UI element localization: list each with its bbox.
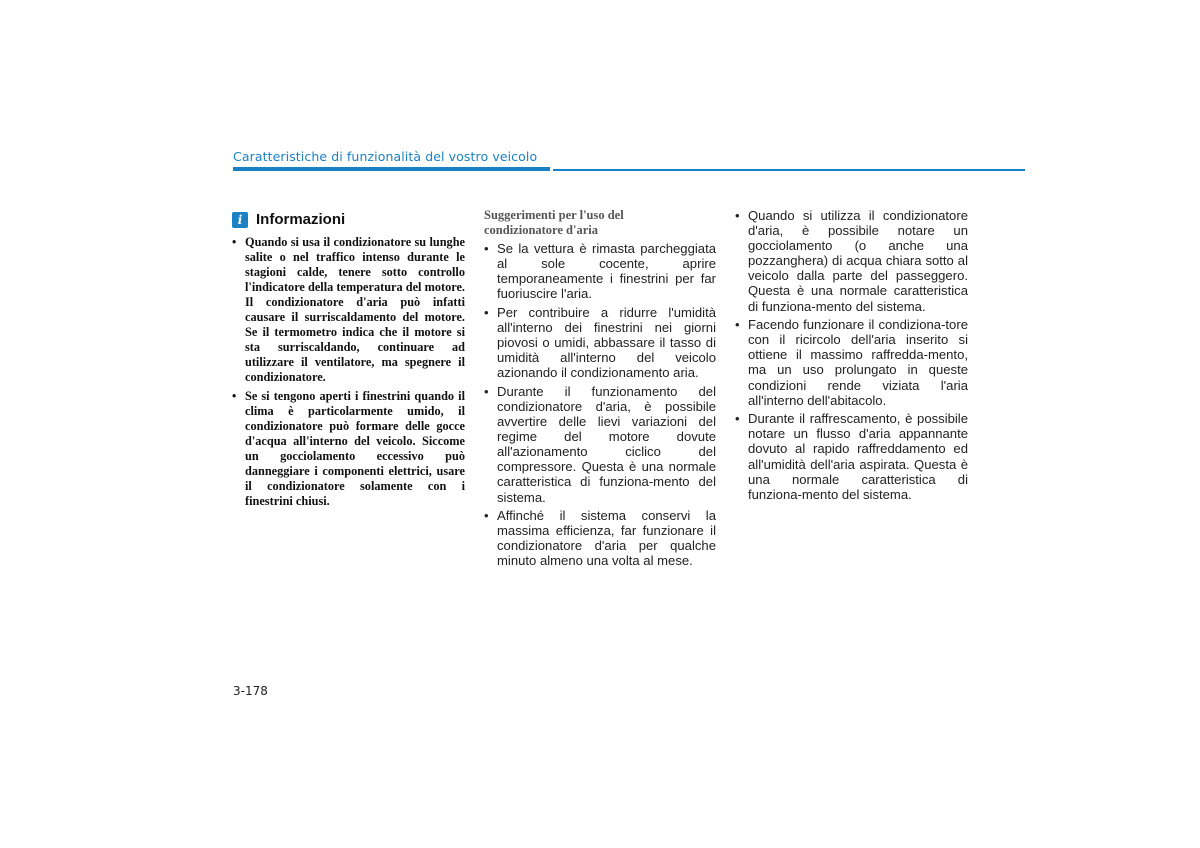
info-list [232,235,465,509]
list-item [735,208,968,314]
bullet: • [232,389,237,403]
tips-list-right [735,208,968,502]
list-item-text: Per contribuire a ridurre l'umidità all'interno dei finestrini nei giorni piovosi o umidi, abbassare il tasso di umidità all'interno del veicolo azionando il condizionamento aria. [497,304,716,381]
list-item-text: Facendo funzionare il condiziona-tore con il ricircolo dell'aria inserito si ottiene il massimo raffredda-mento, ma un uso prolungato in queste condizioni rende viziata l'aria all'interno dell'abitacolo. [748,317,968,408]
info-heading [232,211,465,228]
list-item [232,389,465,509]
list-item [735,317,968,408]
tips-column-left [484,208,716,572]
tips-heading: Suggerimenti per l'uso del condizionatore d'aria [484,208,624,237]
header-rule-thin [553,169,1025,171]
list-item [484,305,716,380]
bullet: • [735,208,740,223]
info-icon: i [232,212,248,228]
list-item [484,384,716,505]
list-item-text: Quando si utilizza il condizionatore d'aria, è possibile notare un gocciolamento (o anche una pozzanghera) di acqua chiara sotto al veicolo dalla parte del passeggero. Questa è una normale caratteristica di funziona-mento del sistema. [748,208,968,314]
bullet: • [735,411,740,427]
header-rule-thick [233,167,550,171]
bullet: • [484,304,489,320]
bullet: • [484,383,489,399]
list-item-text: Quando si usa il condizionatore su lunghe salite o nel traffico intenso durante le stagioni calde, tenere sotto controllo l'indicatore della temperatura del motore. Il condizionatore d'aria può infatti causare il surriscaldamento del motore. Se il termometro indica che il motore si sta surriscaldando, continuare ad utilizzare il ventilatore, ma spegnere il condizionatore. [245,235,465,384]
bullet: • [484,508,489,524]
list-item-text: Se si tengono aperti i finestrini quando il clima è particolarmente umido, il condizionatore può formare delle gocce d'acqua all'interno del veicolo. Siccome un gocciolamento eccessivo può danneggiare i componenti elettrici, usare il condizionatore solamente con i finestrini chiusi. [245,389,465,508]
bullet: • [735,317,740,333]
list-item-text: Durante il raffrescamento, è possibile notare un flusso d'aria appannante dovuto al rapido raffreddamento ed all'umidità dell'aria aspirata. Questa è una normale caratteristica di funziona-mento del sistema. [748,411,968,502]
info-title: Informazioni [256,211,346,228]
page-number: 3-178 [233,684,268,698]
tips-column-right [735,208,968,505]
tips-list-left [484,241,716,568]
info-column [232,211,465,513]
list-item [484,508,716,568]
list-item [484,241,716,301]
list-item-text: Durante il funzionamento del condizionatore d'aria, è possibile avvertire delle lievi variazioni del regime del motore dovute all'azionamento ciclico del compressore. Questa è una normale caratteristica di funziona-mento del sistema. [497,383,716,505]
list-item [735,411,968,502]
list-item-text: Se la vettura è rimasta parcheggiata al sole cocente, aprire temporaneamente i finestrini per far fuoriuscire l'aria. [497,241,716,302]
bullet: • [484,241,489,256]
list-item [232,235,465,385]
section-title: Caratteristiche di funzionalità del vostro veicolo [233,149,538,164]
bullet: • [232,235,237,249]
list-item-text: Affinché il sistema conservi la massima efficienza, far funzionare il condizionatore d'aria per qualche minuto almeno una volta al mese. [497,508,716,569]
